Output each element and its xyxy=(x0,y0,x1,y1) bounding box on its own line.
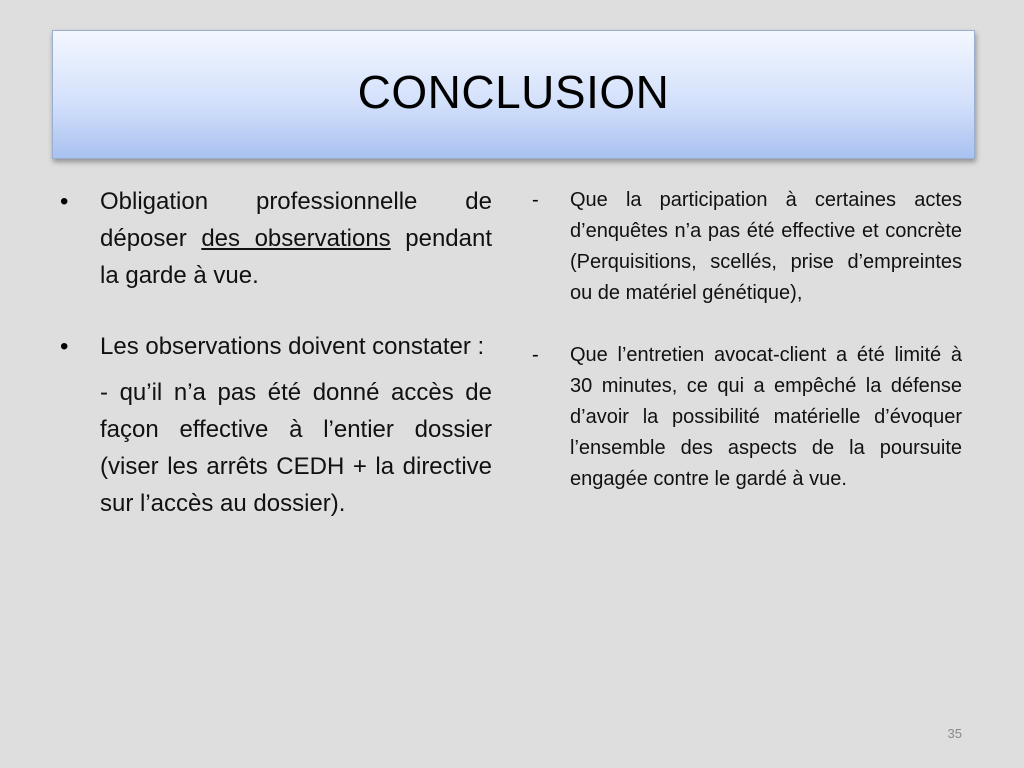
bullet-text-obligation: Obligation professionnelle de déposer des observations pendant la garde à vue. xyxy=(100,188,492,289)
slide-title: CONCLUSION xyxy=(357,65,670,118)
bullet-item-observations xyxy=(60,328,492,522)
right-column xyxy=(528,185,962,526)
left-column xyxy=(60,183,492,556)
title-banner xyxy=(52,30,975,159)
list-item xyxy=(528,340,962,495)
list-item-text: Que l’entretien avocat-client a été limité à 30 minutes, ce qui a empêché la défense d’avoir la possibilité matérielle d’évoquer l’ensemble des aspects de la poursuite engagée contre le gardé à vue. xyxy=(570,344,962,490)
list-item xyxy=(528,185,962,309)
page-number: 35 xyxy=(947,726,962,741)
bullet-item-obligation xyxy=(60,183,492,294)
bullet-subtext: - qu’il n’a pas été donné accès de façon effective à l’entier dossier (viser les arrêts CEDH + la directive sur l’accès au dossier). xyxy=(100,379,492,517)
bullet-icon: • xyxy=(60,188,69,215)
bullet-icon: • xyxy=(60,333,69,360)
underlined-phrase: des observations xyxy=(201,225,391,252)
dash-marker: - xyxy=(532,344,539,366)
bullet-text-observations: Les observations doivent constater : xyxy=(100,333,485,360)
dash-marker: - xyxy=(532,189,539,211)
list-item-text: Que la participation à certaines actes d’enquêtes n’a pas été effective et concrète (Perquisitions, scellés, prise d’empreintes ou de matériel génétique), xyxy=(570,189,962,304)
